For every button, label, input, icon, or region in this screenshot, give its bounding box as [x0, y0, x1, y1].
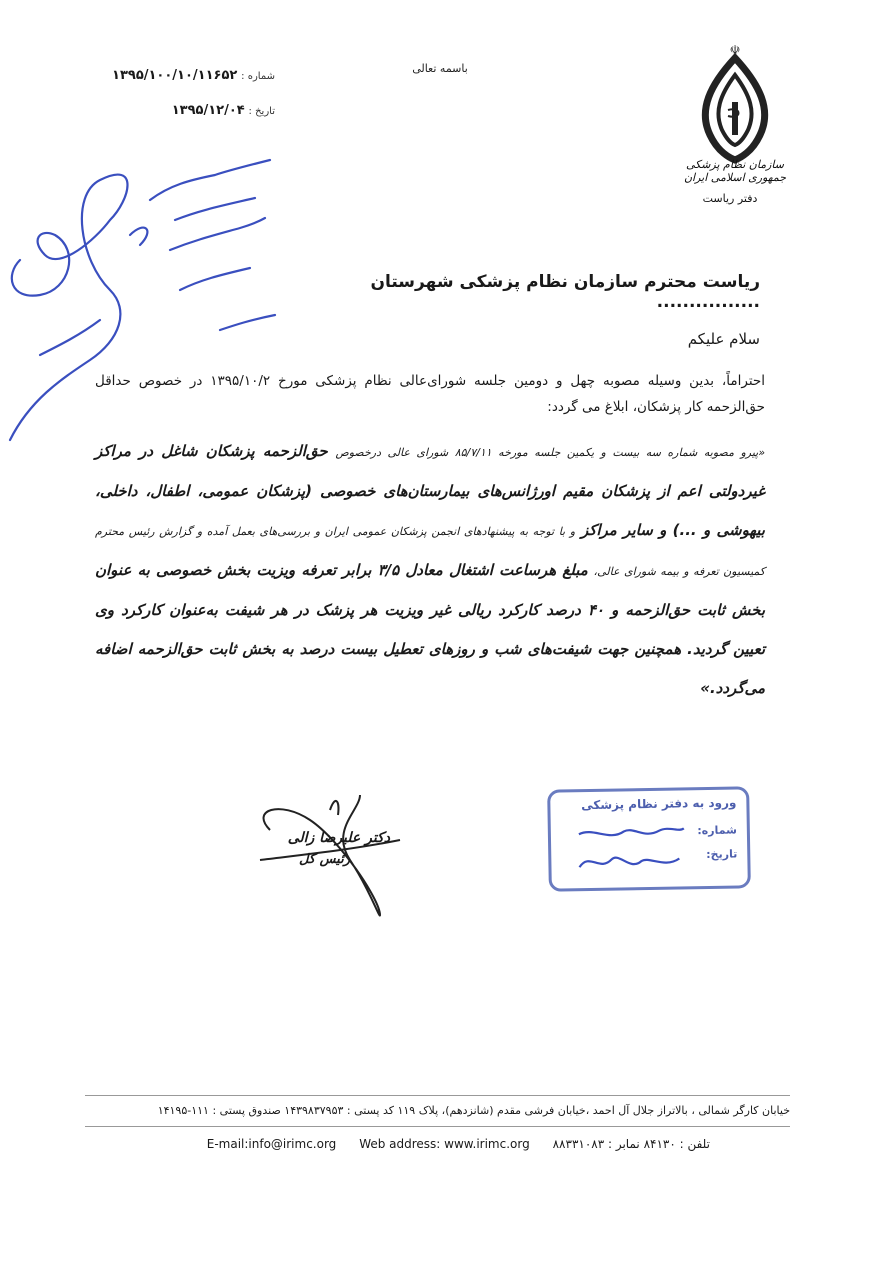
- signatory-title: رئیس کل: [299, 852, 350, 867]
- footer-email[interactable]: E-mail:info@irimc.org: [206, 1137, 337, 1151]
- quote-part-3: و با توجه به پیشنهادهای انجمن پزشکان عمومی ایران و بررسی‌های بعمل آمده و گزارش رئیس محترم کمیسیون تعرفه و بیمه شورای عالی،: [95, 525, 765, 578]
- letter-date: [135, 103, 275, 118]
- letter-number: [95, 68, 275, 83]
- footer-divider-top: [85, 1095, 790, 1096]
- signature-scribble: [230, 770, 430, 930]
- greeting: سلام علیکم: [687, 330, 760, 348]
- footer-web[interactable]: Web address: www.irimc.org: [359, 1137, 530, 1151]
- svg-text:☫: ☫: [729, 43, 741, 57]
- office-name: دفتر ریاست: [702, 192, 758, 205]
- footer-address: خیابان کارگر شمالی ، بالاتراز جلال آل احمد ،خیابان فرشی مقدم (شانزدهم)، پلاک ۱۱۹ کد پستی : ۱۴۳۹۸۳۷۹۵۳ صندوق پستی : ۱۱۱-۱۴۱۹۵: [157, 1104, 790, 1117]
- irimc-logo-icon: [690, 40, 780, 170]
- organization-name: سازمان نظام پزشکی جمهوری اسلامی ایران: [683, 158, 787, 184]
- stamp-title: ورود به دفتر نظام پزشکی: [581, 795, 737, 813]
- signatory-name: دکتر علیرضا زالی: [287, 830, 390, 846]
- stamp-date-label: تاریخ:: [706, 847, 738, 862]
- letter-number-value: ۱۳۹۵/۱۰۰/۱۰/۱۱۶۵۲: [112, 68, 238, 83]
- letter-date-label: تاریخ :: [248, 106, 275, 117]
- stamp-number-label: شماره:: [697, 823, 737, 838]
- footer-phone: تلفن : ۸۴۱۳۰ نمابر : ۸۸۳۳۱۰۸۳: [552, 1137, 710, 1151]
- intro-paragraph: احتراماً، بدین وسیله مصوبه چهل و دومین جلسه شورای‌عالی نظام پزشکی مورخ ۱۳۹۵/۱۰/۲ در خصوص حداقل حق‌الزحمه کار پزشکان، ابلاغ می گردد:: [95, 373, 765, 415]
- footer-contact: [90, 1137, 710, 1151]
- letter-date-value: ۱۳۹۵/۱۲/۰۴: [171, 103, 245, 118]
- entry-stamp: [547, 786, 751, 892]
- quote-part-1: «پیرو مصوبه شماره سه بیست و یکمین جلسه مورخه ۸۵/۷/۱۱ شورای عالی درخصوص: [335, 446, 765, 459]
- invocation-text: باسمه تعالی: [412, 62, 468, 75]
- letter-number-label: شماره :: [241, 71, 275, 82]
- footer-divider-bottom: [85, 1126, 790, 1127]
- quote-part-2: حق‌الزحمه پزشکان شاغل در مراکز غیردولتی اعم از پزشکان مقیم اورژانس‌های بیمارستان‌های خصوصی (پزشکان عمومی، اطفال، داخلی، بیهوشی و ...) و سایر مراکز: [95, 442, 765, 539]
- quote-part-4: مبلغ هرساعت اشتغال معادل ۳/۵ برابر تعرفه ویزیت بخش خصوصی به عنوان بخش ثابت حق‌الزحمه و ۴۰ درصد کارکرد ریالی غیر ویزیت هر پزشک در هر شیفت به‌عنوان کارکرد وی تعیین گردید. همچنین جهت شیفت‌های شب و روزهای تعطیل بیست درصد به بخش ثابت حق‌الزحمه اضافه می‌گردد.»: [95, 561, 765, 697]
- stamp-handwriting: [569, 820, 690, 880]
- resolution-quote: [95, 432, 765, 708]
- addressee: ریاست محترم سازمان نظام پزشکی شهرستان ................: [370, 272, 760, 312]
